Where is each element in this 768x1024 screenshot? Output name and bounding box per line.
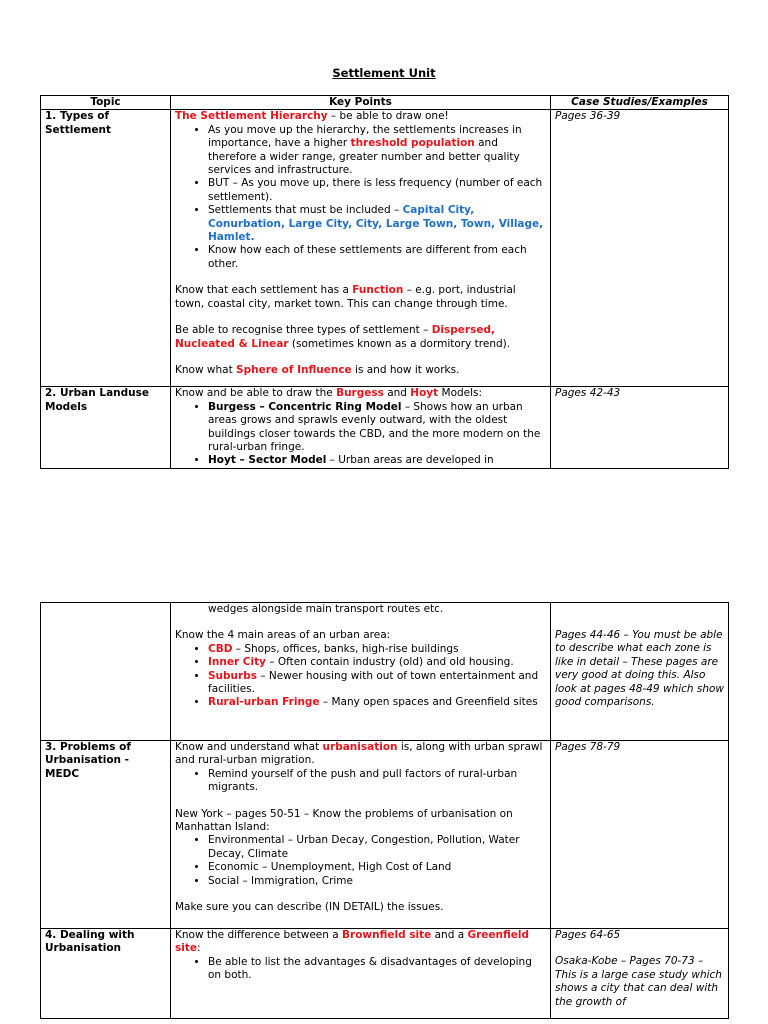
- list-item: • BUT – As you move up, there is less frequency (number of each settlement).: [208, 177, 546, 204]
- topic-cell: 2. Urban Landuse Models: [41, 387, 171, 468]
- list-item: • Suburbs – Newer housing with out of town entertainment and facilities.: [208, 670, 546, 697]
- list-item: • Rural-urban Fringe – Many open spaces and Greenfield sites: [208, 696, 546, 709]
- key-points-cell: Know and be able to draw the Burgess and Hoyt Models: • Burgess – Concentric Ring Model – Shows how an urban areas grows and sprawls evenly outward, with the oldest buildings closer towards the CBD, and the more modern on the rural-urban fringe. • Hoyt – Sector Model – Urban areas are developed in: [171, 387, 551, 468]
- text: – be able to draw one!: [327, 110, 449, 123]
- topic-cell: 3. Problems of Urbanisation - MEDC: [41, 741, 171, 929]
- paragraph: Know what Sphere of Influence is and how it works.: [175, 363, 460, 376]
- bullet-list: [175, 124, 546, 271]
- bullet-list: [175, 956, 546, 983]
- key-points-cell: Know the difference between a Brownfield site and a Greenfield site: • Be able to list the advantages & disadvantages of developing on both.: [171, 929, 551, 1019]
- bullet-list: [175, 643, 546, 710]
- header-topic: Topic: [41, 96, 171, 110]
- list-item-continued: wedges alongside main transport routes etc.: [208, 603, 444, 615]
- settlement-list: Capital City, Conurbation, Large City, City, Large Town, Town, Village, Hamlet.: [208, 204, 544, 244]
- settlement-table-part-1: [40, 95, 729, 469]
- list-item: • Be able to list the advantages & disadvantages of developing on both.: [208, 956, 546, 983]
- key-points-cell: Know and understand what urbanisation is, along with urban sprawl and rural-urban migration. • Remind yourself of the push and pull factors of rural-urban migrants. New York – pages 50-51 – Know the problems of urbanisation on Manhattan Island: • Environmental – Urban Decay, Congestion, Pollution, Water Decay, Climate • Economic – Unemployment, High Cost of Land • Social – Immigration, Crime Make sure you can describe (IN DETAIL) the issues.: [171, 741, 551, 929]
- table-row: [41, 387, 729, 468]
- paragraph: Be able to recognise three types of settlement – Dispersed, Nucleated & Linear (sometimes known as a dormitory trend).: [175, 324, 511, 350]
- case-study-cell: Pages 36-39: [551, 110, 729, 387]
- paragraph: Make sure you can describe (IN DETAIL) the issues.: [175, 901, 444, 914]
- list-item: • Social – Immigration, Crime: [208, 875, 546, 888]
- list-item: • Hoyt – Sector Model – Urban areas are developed in: [208, 454, 546, 467]
- key-term: Rural-urban Fringe: [208, 696, 320, 709]
- bullet-list: [175, 834, 546, 888]
- case-study-cell: Pages 42-43: [551, 387, 729, 468]
- case-study-cell: [551, 929, 729, 1019]
- case-study-cell: Pages 78-79: [551, 741, 729, 929]
- list-item: • As you move up the hierarchy, the settlements increases in importance, have a higher threshold population and therefore a wider range, greater number and better quality services and infrastructure.: [208, 124, 546, 178]
- list-item: • Environmental – Urban Decay, Congestion, Pollution, Water Decay, Climate: [208, 834, 546, 861]
- list-item: • Inner City – Often contain industry (old) and old housing.: [208, 656, 546, 669]
- bullet-list: [175, 401, 546, 468]
- list-item: • Burgess – Concentric Ring Model – Shows how an urban areas grows and sprawls evenly outward, with the oldest buildings closer towards the CBD, and the more modern on the rural-urban fringe.: [208, 401, 546, 455]
- key-term: Brownfield site: [342, 929, 432, 941]
- paragraph: New York – pages 50-51 – Know the problems of urbanisation on Manhattan Island:: [175, 807, 513, 834]
- bullet-list: [175, 603, 546, 616]
- list-item: • Settlements that must be included – Capital City, Conurbation, Large City, City, Large Town, Town, Village, Hamlet.: [208, 204, 546, 244]
- table-row: [41, 741, 729, 929]
- key-term: Burgess: [336, 387, 384, 400]
- table-row: [41, 929, 729, 1019]
- case-study-text: Osaka-Kobe – Pages 70-73 – This is a large case study which shows a city that can deal with the growth of: [555, 955, 722, 1008]
- table-row: [41, 110, 729, 387]
- table-header-row: [41, 96, 729, 110]
- settlement-table-part-2: [40, 602, 729, 1019]
- topic-cell: 4. Dealing with Urbanisation: [41, 929, 171, 1019]
- key-term: Sphere of Influence: [236, 363, 352, 376]
- case-study-text: Pages 44-46 – You must be able to describe what each zone is like in detail – These pages are very good at doing this. Also look at pages 48-49 which show good comparisons.: [555, 629, 725, 709]
- page-title: Settlement Unit: [332, 66, 436, 80]
- table-row: [41, 603, 729, 741]
- topic-cell: 1. Types of Settlement: [41, 110, 171, 387]
- list-item: • CBD – Shops, offices, banks, high-rise buildings: [208, 643, 546, 656]
- list-item: • Know how each of these settlements are different from each other.: [208, 244, 546, 271]
- paragraph: Know that each settlement has a Function – e.g. port, industrial town, coastal city, market town. This can change through time.: [175, 284, 516, 310]
- topic-cell-empty: [41, 603, 171, 741]
- key-points-cell: [171, 110, 551, 387]
- key-term: threshold population: [350, 137, 475, 150]
- case-study-text: Pages 64-65: [555, 929, 621, 941]
- key-term: Inner City: [208, 656, 266, 669]
- key-term: The Settlement Hierarchy: [175, 110, 328, 123]
- key-term: urbanisation: [322, 741, 398, 753]
- key-term: Function: [352, 284, 404, 297]
- key-term: Hoyt: [410, 387, 439, 400]
- case-study-cell: [551, 603, 729, 741]
- key-term: Dispersed, Nucleated & Linear: [175, 324, 495, 350]
- key-points-cell: [171, 603, 551, 741]
- bullet-list: [175, 768, 546, 795]
- key-term: Suburbs: [208, 669, 257, 682]
- key-term: CBD: [208, 642, 233, 655]
- list-item: • Economic – Unemployment, High Cost of Land: [208, 861, 546, 874]
- paragraph: Know the 4 main areas of an urban area:: [175, 629, 391, 642]
- key-term: Greenfield site: [175, 929, 530, 955]
- list-item: • Remind yourself of the push and pull factors of rural-urban migrants.: [208, 768, 546, 795]
- header-key-points: Key Points: [171, 96, 551, 110]
- header-case-studies: Case Studies/Examples: [551, 96, 729, 110]
